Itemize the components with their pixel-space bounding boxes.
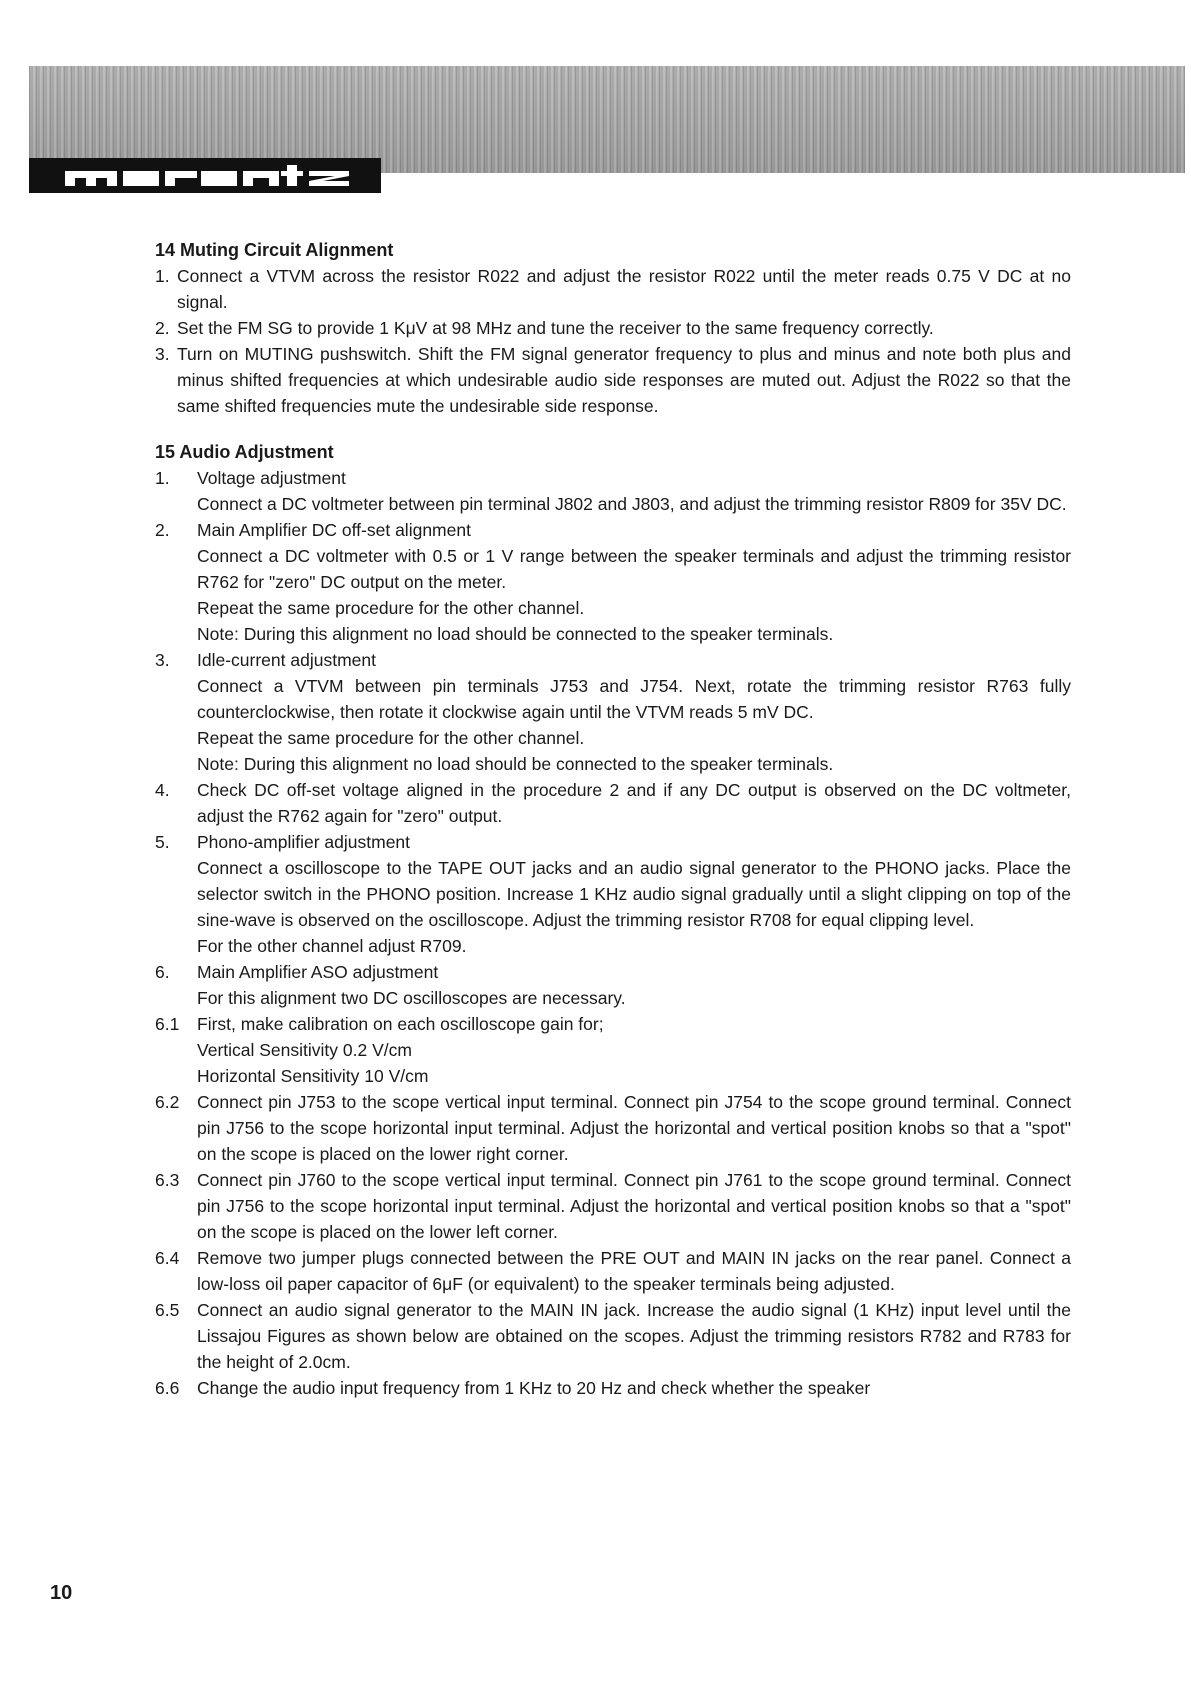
item-number: 1. (155, 468, 170, 488)
item-heading: Idle-current adjustment (197, 650, 376, 670)
item-number: 2. (155, 520, 170, 540)
item-number: 3. (155, 650, 170, 670)
list-item (155, 1375, 1071, 1401)
list-item (155, 517, 1071, 647)
item-text: Repeat the same procedure for the other channel. (197, 728, 585, 748)
list-item (155, 829, 1071, 959)
item-text: Change the audio input frequency from 1 KHz to 20 Hz and check whether the speaker (197, 1378, 871, 1398)
list-item (155, 341, 1071, 419)
item-text: Vertical Sensitivity 0.2 V/cm (197, 1040, 412, 1060)
item-number: 6. (155, 962, 170, 982)
section-muting-circuit-alignment (155, 237, 1071, 419)
item-number: 5. (155, 832, 170, 852)
item-text: Connect a VTVM between pin terminals J753 and J754. Next, rotate the trimming resistor R763 fully counterclockwise, then rotate it clockwise again until the VTVM reads 5 mV DC. (197, 676, 1071, 722)
item-number: 6.3 (155, 1170, 180, 1190)
list-item (155, 959, 1071, 1011)
list-item (155, 777, 1071, 829)
marantz-wordmark (65, 165, 350, 187)
page-body (155, 237, 1071, 1401)
list-item (155, 315, 1071, 341)
item-number: 6.2 (155, 1092, 180, 1112)
list-item (155, 1297, 1071, 1375)
list-item (155, 263, 1071, 315)
list-item (155, 1245, 1071, 1297)
item-number: 2. (155, 318, 170, 338)
item-number: 6.6 (155, 1378, 180, 1398)
item-text: Connect an audio signal generator to the MAIN IN jack. Increase the audio signal (1 KHz) input level until the Lissajou Figures as shown below are obtained on the scopes. Adjust the trimming resistors R782 and R783 for the height of 2.0cm. (197, 1300, 1071, 1372)
list-item (155, 465, 1071, 517)
item-number: 3. (155, 344, 170, 364)
item-text: Connect a DC voltmeter between pin terminal J802 and J803, and adjust the trimming resistor R809 for 35V DC. (197, 494, 1067, 514)
page-number: 10 (50, 1582, 73, 1604)
item-text: Turn on MUTING pushswitch. Shift the FM signal generator frequency to plus and minus and note both plus and minus shifted frequencies at which undesirable audio side responses are muted out. Adjust the R022 so that the same shifted frequencies mute the undesirable side response. (177, 344, 1071, 416)
item-note: Note: During this alignment no load should be connected to the speaker terminals. (197, 624, 834, 644)
brand-logo (29, 158, 381, 193)
item-heading: Main Amplifier DC off-set alignment (197, 520, 471, 540)
item-text: Connect a DC voltmeter with 0.5 or 1 V range between the speaker terminals and adjust the trimming resistor R762 for "zero" DC output on the meter. (197, 546, 1071, 592)
list-item (155, 1089, 1071, 1167)
item-text: Repeat the same procedure for the other channel. (197, 598, 585, 618)
item-note: Note: During this alignment no load should be connected to the speaker terminals. (197, 754, 834, 774)
item-heading: Phono-amplifier adjustment (197, 832, 411, 852)
item-heading: Voltage adjustment (197, 468, 346, 488)
section-title: 14 Muting Circuit Alignment (155, 240, 394, 260)
item-text: Connect pin J753 to the scope vertical input terminal. Connect pin J754 to the scope ground terminal. Connect pin J756 to the scope horizontal input terminal. Adjust the horizontal and vertical position knobs so that a "spot" on the scope is placed on the lower right corner. (197, 1092, 1071, 1164)
item-text: Set the FM SG to provide 1 KμV at 98 MHz and tune the receiver to the same frequency correctly. (177, 318, 934, 338)
item-text: First, make calibration on each oscilloscope gain for; (197, 1014, 604, 1034)
header-banner (29, 66, 1185, 173)
item-number: 1. (155, 266, 170, 286)
list-item (155, 1011, 1071, 1089)
item-number: 6.5 (155, 1300, 180, 1320)
item-number: 4. (155, 780, 170, 800)
list-item (155, 647, 1071, 777)
item-text: Check DC off-set voltage aligned in the procedure 2 and if any DC output is observed on the DC voltmeter, adjust the R762 again for "zero" output. (197, 780, 1071, 826)
section-title: 15 Audio Adjustment (155, 442, 334, 462)
item-text: Remove two jumper plugs connected between the PRE OUT and MAIN IN jacks on the rear panel. Connect a low-loss oil paper capacitor of 6μF (or equivalent) to the speaker terminals being adjusted. (197, 1248, 1071, 1294)
item-number: 6.1 (155, 1014, 180, 1034)
item-heading: Main Amplifier ASO adjustment (197, 962, 439, 982)
item-number: 6.4 (155, 1248, 180, 1268)
item-text: Connect a oscilloscope to the TAPE OUT jacks and an audio signal generator to the PHONO jacks. Place the selector switch in the PHONO position. Increase 1 KHz audio signal gradually until a slight clipping on top of the sine-wave is observed on the oscilloscope. Adjust the trimming resistor R708 for equal clipping level. (197, 858, 1071, 930)
list-item (155, 1167, 1071, 1245)
item-text: Connect a VTVM across the resistor R022 and adjust the resistor R022 until the meter reads 0.75 V DC at no signal. (177, 266, 1071, 312)
item-text: For the other channel adjust R709. (197, 936, 467, 956)
item-text: Connect pin J760 to the scope vertical input terminal. Connect pin J761 to the scope ground terminal. Connect pin J756 to the scope horizontal input terminal. Adjust the horizontal and vertical position knobs so that a "spot" on the scope is placed on the lower left corner. (197, 1170, 1071, 1242)
item-text: For this alignment two DC oscilloscopes are necessary. (197, 988, 626, 1008)
item-text: Horizontal Sensitivity 10 V/cm (197, 1066, 429, 1086)
section-audio-adjustment (155, 439, 1071, 1401)
